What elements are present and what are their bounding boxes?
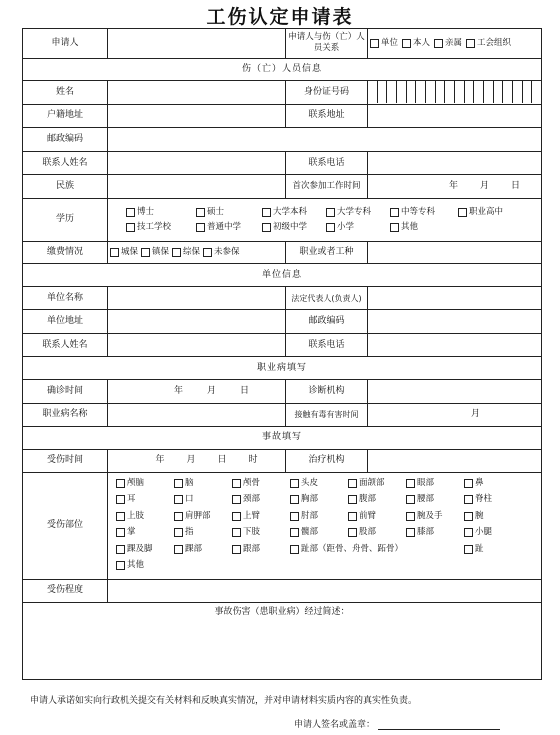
option-item (196, 222, 262, 233)
checkbox[interactable] (348, 479, 357, 488)
checkbox[interactable] (232, 495, 241, 504)
form-title: 工伤认定申请表 (206, 6, 354, 28)
body-part-label: 腕 (475, 510, 484, 521)
postal-code-input[interactable] (108, 128, 542, 152)
body-part-option (406, 511, 464, 522)
checkbox[interactable] (348, 512, 357, 521)
checkbox[interactable] (348, 528, 357, 537)
application-form-table (22, 28, 542, 680)
checkbox[interactable] (232, 479, 241, 488)
option-item (203, 247, 240, 258)
education-options (108, 198, 542, 241)
body-part-option (232, 494, 290, 505)
name-input[interactable] (108, 81, 286, 105)
diagnosis-org-input[interactable] (368, 379, 542, 403)
body-part-label: 其他 (127, 560, 145, 571)
checkbox[interactable] (326, 208, 335, 217)
injury-time-label: 受伤时间 (23, 449, 108, 473)
body-part-label: 胸部 (301, 494, 319, 505)
unit-contact-name-label: 联系人姓名 (23, 333, 108, 357)
body-part-option (174, 544, 232, 555)
contact-address-input[interactable] (368, 104, 542, 128)
residence-input[interactable] (108, 104, 286, 128)
body-part-option (232, 478, 290, 489)
body-part-label: 趾 (475, 543, 484, 554)
applicant-label: 申请人 (23, 29, 108, 59)
section-disease-heading: 职业病填写 (23, 357, 542, 380)
ethnicity-input[interactable] (108, 175, 286, 199)
section-accident-heading: 事故填写 (23, 427, 542, 450)
checkbox[interactable] (174, 479, 183, 488)
id-digit-box[interactable] (396, 81, 406, 103)
signature-line[interactable] (378, 719, 500, 730)
id-digit-box[interactable] (512, 81, 522, 103)
option-item (126, 222, 196, 233)
checkbox[interactable] (464, 545, 473, 554)
contact-name-label: 联系人姓名 (23, 151, 108, 175)
body-part-label: 肩胛部 (185, 510, 211, 521)
name-label: 姓名 (23, 81, 108, 105)
legal-rep-input[interactable] (368, 286, 542, 310)
option-item (262, 207, 326, 218)
unit-postal-input[interactable] (368, 310, 542, 334)
ethnicity-label: 民族 (23, 175, 108, 199)
body-part-label: 掌 (127, 527, 136, 538)
body-part-label: 指 (185, 527, 194, 538)
option-item (326, 207, 390, 218)
body-part-label: 眼部 (417, 477, 435, 488)
body-part-option (116, 544, 174, 555)
option-label: 中等专科 (401, 206, 436, 217)
checkbox[interactable] (290, 528, 299, 537)
checkbox[interactable] (116, 512, 125, 521)
diagnosis-time-input[interactable] (108, 379, 286, 403)
option-label: 其他 (401, 221, 419, 232)
id-digit-box[interactable] (493, 81, 503, 103)
injury-time-input[interactable] (108, 449, 286, 473)
option-item (402, 38, 430, 49)
body-part-option (174, 527, 232, 538)
section-unit-heading: 单位信息 (23, 264, 542, 287)
checkbox[interactable] (402, 39, 411, 48)
option-label: 初级中学 (273, 221, 308, 232)
applicant-statement: 申请人承诺如实向行政机关提交有关材料和反映真实情况，并对申请材料实质内容的真实性负责。 (30, 696, 418, 706)
body-part-label: 腕及手 (417, 510, 443, 521)
checkbox[interactable] (290, 495, 299, 504)
checkbox[interactable] (174, 495, 183, 504)
checkbox[interactable] (174, 528, 183, 537)
body-part-option (290, 494, 348, 505)
checkbox[interactable] (203, 248, 212, 257)
option-item (390, 222, 458, 233)
option-item (466, 38, 511, 49)
legal-rep-label: 法定代表人(负责人) (286, 286, 368, 310)
unit-postal-label: 邮政编码 (286, 310, 368, 334)
body-part-options (108, 473, 542, 579)
option-item (326, 222, 390, 233)
body-part-label: 上臂 (243, 510, 261, 521)
contact-phone-label: 联系电话 (286, 151, 368, 175)
body-part-label: 肘部 (301, 510, 319, 521)
year-unit: 年 (173, 385, 183, 396)
checkbox[interactable] (196, 208, 205, 217)
month-unit: 月 (470, 409, 480, 420)
checkbox[interactable] (458, 208, 467, 217)
id-digit-box[interactable] (454, 81, 464, 103)
day-unit: 日 (240, 385, 250, 396)
id-digit-box[interactable] (386, 81, 396, 103)
checkbox[interactable] (126, 208, 135, 217)
body-part-label: 口 (185, 494, 194, 505)
option-label: 硕士 (207, 206, 225, 217)
option-item (390, 207, 458, 218)
body-part-label: 颅脑 (127, 477, 145, 488)
description-label: 事故伤害（患职业病）经过简述： (214, 607, 350, 618)
body-part-option (174, 511, 232, 522)
unit-name-label: 单位名称 (23, 286, 108, 310)
body-part-option (406, 478, 464, 489)
body-part-option (174, 494, 232, 505)
signature-row (294, 717, 500, 730)
id-digit-box[interactable] (377, 81, 387, 103)
body-part-label: 踝部 (185, 543, 203, 554)
option-label: 普通中学 (207, 221, 242, 232)
body-part-label: 前臂 (359, 510, 377, 521)
id-digit-box[interactable] (464, 81, 474, 103)
body-part-label: 耳 (127, 494, 136, 505)
option-item (126, 207, 196, 218)
treatment-org-input[interactable] (368, 449, 542, 473)
insurance-options (108, 241, 286, 264)
relation-label: 申请人与伤（亡）人员关系 (286, 29, 368, 59)
body-part-label: 脊柱 (475, 494, 493, 505)
id-digit-box[interactable] (435, 81, 445, 103)
option-label: 博士 (137, 206, 155, 217)
checkbox[interactable] (116, 545, 125, 554)
option-item (110, 247, 138, 258)
day-unit: 日 (511, 181, 521, 192)
checkbox[interactable] (232, 545, 241, 554)
checkbox[interactable] (370, 39, 379, 48)
body-part-label: 面颌部 (359, 477, 385, 488)
description-box[interactable] (23, 603, 542, 680)
option-label: 城保 (121, 247, 139, 258)
exposure-time-label: 接触有毒有害时间 (286, 403, 368, 427)
id-digit-box[interactable] (531, 81, 541, 103)
body-part-option (464, 478, 522, 489)
body-part-option (464, 527, 522, 538)
relation-options (368, 29, 542, 59)
checkbox[interactable] (290, 545, 299, 554)
unit-address-label: 单位地址 (23, 310, 108, 334)
checkbox[interactable] (116, 479, 125, 488)
checkbox[interactable] (232, 512, 241, 521)
education-label: 学历 (23, 198, 108, 241)
option-label: 单位 (381, 37, 399, 48)
treatment-org-label: 治疗机构 (286, 449, 368, 473)
month-unit: 月 (186, 455, 196, 466)
occupation-label: 职业或者工种 (286, 241, 368, 264)
body-part-option (232, 527, 290, 538)
postal-code-label: 邮政编码 (23, 128, 108, 152)
id-digit-box[interactable] (473, 81, 483, 103)
id-number-boxes[interactable] (368, 81, 542, 105)
option-label: 工会组织 (477, 37, 512, 48)
checkbox[interactable] (348, 495, 357, 504)
checkbox[interactable] (464, 479, 473, 488)
disease-name-input[interactable] (108, 403, 286, 427)
body-part-label: 头皮 (301, 477, 319, 488)
body-part-label: 颅骨 (243, 477, 261, 488)
option-label: 未参保 (214, 247, 240, 258)
body-part-option (464, 494, 522, 505)
checkbox[interactable] (290, 512, 299, 521)
id-number-label: 身份证号码 (286, 81, 368, 105)
contact-name-input[interactable] (108, 151, 286, 175)
year-unit: 年 (155, 455, 165, 466)
unit-name-input[interactable] (108, 286, 286, 310)
checkbox[interactable] (174, 545, 183, 554)
body-part-option (290, 478, 348, 489)
severity-input[interactable] (108, 579, 542, 603)
body-part-option (464, 544, 522, 555)
body-part-option (174, 478, 232, 489)
unit-contact-phone-label: 联系电话 (286, 333, 368, 357)
checkbox[interactable] (196, 223, 205, 232)
unit-address-input[interactable] (108, 310, 286, 334)
id-digit-box[interactable] (483, 81, 493, 103)
diagnosis-time-label: 确诊时间 (23, 379, 108, 403)
body-part-option (348, 511, 406, 522)
unit-contact-name-input[interactable] (108, 333, 286, 357)
option-item (458, 207, 518, 218)
diagnosis-org-label: 诊断机构 (286, 379, 368, 403)
hour-unit: 时 (248, 455, 258, 466)
checkbox[interactable] (406, 495, 415, 504)
year-unit: 年 (448, 181, 458, 192)
option-item (262, 222, 326, 233)
checkbox[interactable] (326, 223, 335, 232)
body-part-option (116, 527, 174, 538)
option-label: 职业高中 (469, 206, 504, 217)
option-label: 大学本科 (273, 206, 308, 217)
body-part-label: 下肢 (243, 527, 261, 538)
body-part-option (116, 478, 174, 489)
id-digit-box[interactable] (425, 81, 435, 103)
applicant-input[interactable] (108, 29, 286, 59)
id-digit-box[interactable] (502, 81, 512, 103)
body-part-option (116, 511, 174, 522)
checkbox[interactable] (434, 39, 443, 48)
severity-label: 受伤程度 (23, 579, 108, 603)
option-label: 小学 (337, 221, 355, 232)
body-part-option (348, 527, 406, 538)
checkbox[interactable] (174, 512, 183, 521)
id-digit-box[interactable] (444, 81, 454, 103)
id-digit-box[interactable] (415, 81, 425, 103)
body-part-label: 踝及脚 (127, 543, 153, 554)
checkbox[interactable] (406, 512, 415, 521)
body-part-label: 髋部 (301, 527, 319, 538)
body-part-label: 股部 (359, 527, 377, 538)
contact-address-label: 联系地址 (286, 104, 368, 128)
checkbox[interactable] (406, 528, 415, 537)
body-part-option (116, 560, 174, 571)
first-work-time-input[interactable] (368, 175, 542, 199)
body-part-label: 鼻 (475, 477, 484, 488)
body-part-label: 上肢 (127, 510, 145, 521)
checkbox[interactable] (464, 495, 473, 504)
body-part-label: 受伤部位 (23, 473, 108, 579)
checkbox[interactable] (126, 223, 135, 232)
body-part-option (290, 511, 348, 522)
insurance-label: 缴费情况 (23, 241, 108, 264)
checkbox[interactable] (232, 528, 241, 537)
checkbox[interactable] (290, 479, 299, 488)
month-unit: 月 (479, 181, 489, 192)
checkbox[interactable] (464, 528, 473, 537)
body-part-option (406, 527, 464, 538)
checkbox[interactable] (172, 248, 181, 257)
body-part-label: 小腿 (475, 527, 493, 538)
body-part-label: 跟部 (243, 543, 261, 554)
month-unit: 月 (206, 385, 216, 396)
checkbox[interactable] (116, 495, 125, 504)
body-part-label: 腹部 (359, 494, 377, 505)
option-label: 本人 (413, 37, 431, 48)
body-part-label: 趾部（距骨、舟骨、跖骨） (301, 543, 404, 554)
exposure-time-input[interactable] (368, 403, 542, 427)
checkbox[interactable] (116, 561, 125, 570)
option-label: 技工学校 (137, 221, 172, 232)
option-label: 亲属 (445, 37, 463, 48)
signature-label: 申请人签名或盖章： (294, 720, 376, 730)
checkbox[interactable] (262, 223, 271, 232)
option-label: 大学专科 (337, 206, 372, 217)
checkbox[interactable] (390, 223, 399, 232)
id-digit-box[interactable] (522, 81, 532, 103)
body-part-option (348, 478, 406, 489)
checkbox[interactable] (464, 512, 473, 521)
option-item (370, 38, 398, 49)
option-label: 综保 (183, 247, 201, 258)
option-item (434, 38, 462, 49)
first-work-time-label: 首次参加工作时间 (286, 175, 368, 199)
body-part-label: 腰部 (417, 494, 435, 505)
body-part-option (290, 527, 348, 538)
checkbox[interactable] (141, 248, 150, 257)
option-item (172, 247, 200, 258)
option-item (141, 247, 169, 258)
body-part-option (464, 511, 522, 522)
day-unit: 日 (217, 455, 227, 466)
body-part-label: 颈部 (243, 494, 261, 505)
checkbox[interactable] (116, 528, 125, 537)
checkbox[interactable] (406, 479, 415, 488)
id-digit-box[interactable] (368, 81, 377, 103)
unit-contact-phone-input[interactable] (368, 333, 542, 357)
checkbox[interactable] (466, 39, 475, 48)
option-item (196, 207, 262, 218)
body-part-option (348, 494, 406, 505)
body-part-option (232, 511, 290, 522)
id-digit-box[interactable] (406, 81, 416, 103)
body-part-option (116, 494, 174, 505)
contact-phone-input[interactable] (368, 151, 542, 175)
option-label: 镇保 (152, 247, 170, 258)
checkbox[interactable] (262, 208, 271, 217)
body-part-option (232, 544, 290, 555)
checkbox[interactable] (110, 248, 119, 257)
body-part-label: 脑 (185, 477, 194, 488)
section-person-heading: 伤（亡）人员信息 (23, 58, 542, 81)
checkbox[interactable] (390, 208, 399, 217)
residence-label: 户籍地址 (23, 104, 108, 128)
disease-name-label: 职业病名称 (23, 403, 108, 427)
body-part-option (406, 494, 464, 505)
occupation-input[interactable] (368, 241, 542, 264)
body-part-option (290, 544, 464, 555)
body-part-label: 膝部 (417, 527, 435, 538)
